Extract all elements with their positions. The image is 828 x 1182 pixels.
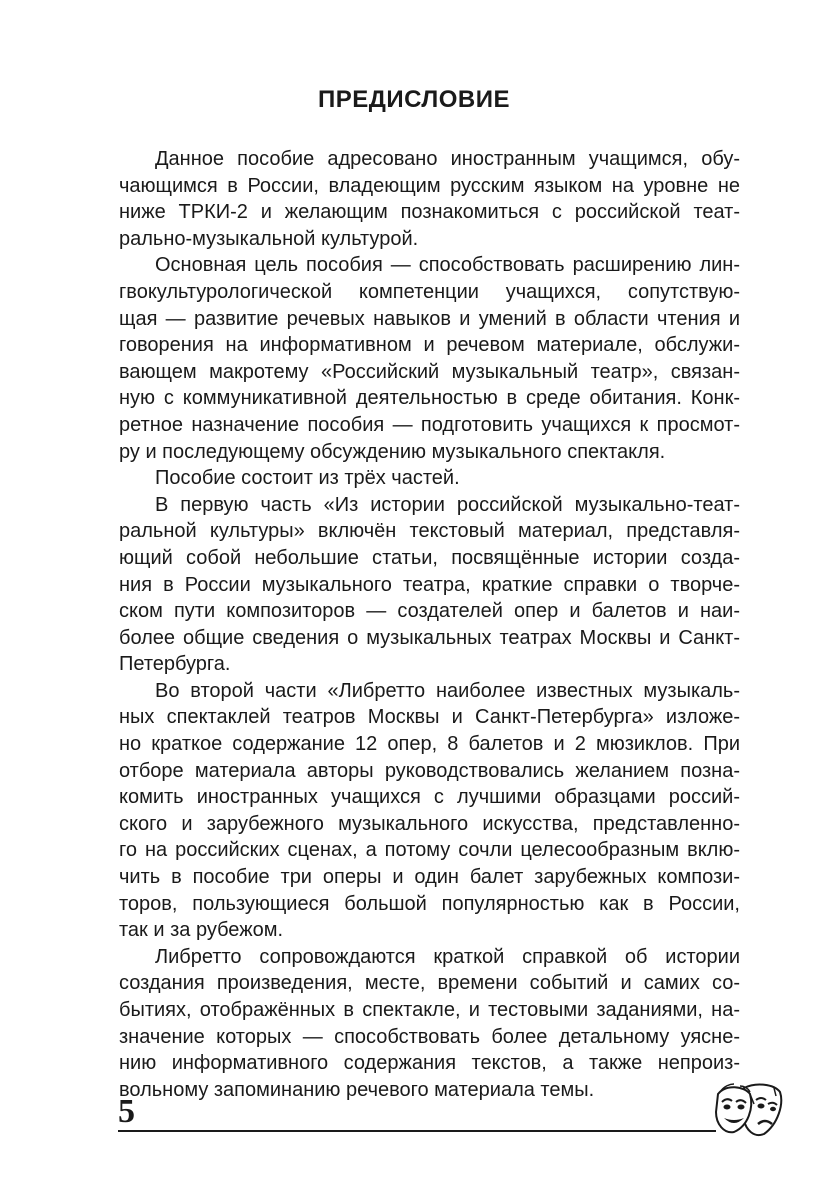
text-line: ную с коммуникативной деятельностью в среде обитания. Конк- bbox=[119, 387, 740, 410]
text-line: Во второй части «Либретто наиболее известных музыкаль- bbox=[155, 679, 740, 702]
text-line: торов, пользующиеся большой популярностью как в России, bbox=[119, 892, 740, 915]
text-line: Данное пособие адресовано иностранным учащимся, обу- bbox=[155, 148, 740, 170]
text-line: вающем макротему «Российский музыкальный театр», связан- bbox=[119, 360, 740, 383]
text-line: ретное назначение пособия — подготовить учащихся к просмот- bbox=[119, 413, 740, 436]
text-line: чить в пособие три оперы и один балет зарубежных компози- bbox=[119, 866, 740, 889]
text-line: ру и последующему обсуждению музыкального спектакля. bbox=[119, 440, 666, 463]
text-line: ния в России музыкального театра, краткие справки о творче- bbox=[119, 573, 740, 596]
text-line: комить иностранных учащихся с лучшими образцами россий- bbox=[119, 786, 740, 809]
theatre-masks-icon bbox=[714, 1080, 784, 1140]
text-line: значение которых — способствовать более детальному уясне- bbox=[119, 1025, 740, 1048]
page-title: ПРЕДИСЛОВИЕ bbox=[318, 86, 510, 113]
text-line: Петербурга. bbox=[119, 653, 231, 676]
text-line: создания произведения, месте, времени событий и самих со- bbox=[119, 972, 740, 995]
text-line: В первую часть «Из истории российской музыкально-теат- bbox=[155, 493, 740, 516]
text-line: Основная цель пособия — способствовать расширению лин- bbox=[155, 254, 740, 277]
text-line: ниже ТРКИ-2 и желающим познакомиться с российской теат- bbox=[119, 201, 740, 224]
text-line: ского и зарубежного музыкального искусства, представленно- bbox=[119, 812, 740, 835]
text-line: говорения на информативном и речевом материале, обслужи- bbox=[119, 334, 740, 357]
paragraph bbox=[119, 146, 740, 252]
text-line: ющий собой небольшие статьи, посвящённые истории созда- bbox=[119, 546, 740, 569]
text-line: гвокультурологической компетенции учащихся, сопутствую- bbox=[119, 280, 740, 303]
paragraph bbox=[119, 492, 740, 678]
body-text bbox=[119, 146, 740, 1103]
text-line: вольному запоминанию речевого материала темы. bbox=[119, 1078, 595, 1101]
text-line: Пособие состоит из трёх частей. bbox=[155, 467, 460, 490]
text-line: нию информативного содержания текстов, а также непроиз- bbox=[119, 1052, 740, 1075]
text-line: го на российских сценах, а потому сочли целесообразным вклю- bbox=[119, 839, 740, 862]
text-line: ных спектаклей театров Москвы и Санкт-Петербурга» изложе- bbox=[119, 706, 740, 729]
paragraph bbox=[119, 252, 740, 465]
text-line: более общие сведения о музыкальных театрах Москвы и Санкт- bbox=[119, 626, 740, 649]
paragraph bbox=[119, 465, 740, 492]
text-line: рально-музыкальной культурой. bbox=[119, 227, 419, 250]
text-line: щая — развитие речевых навыков и умений в области чтения и bbox=[119, 307, 740, 330]
text-line: бытиях, отображённых в спектакле, и тестовыми заданиями, на- bbox=[119, 999, 740, 1021]
text-line: ском пути композиторов — создателей опер и балетов и наи- bbox=[119, 600, 740, 623]
text-line: так и за рубежом. bbox=[119, 919, 284, 942]
text-line: но краткое содержание 12 опер, 8 балетов и 2 мюзиклов. При bbox=[119, 733, 740, 756]
paragraph bbox=[119, 944, 740, 1104]
page-number: 5 bbox=[118, 1093, 135, 1130]
text-line: ральной культуры» включён текстовый материал, представля- bbox=[119, 520, 740, 543]
text-line: отборе материала авторы руководствовались желанием позна- bbox=[119, 759, 740, 782]
text-line: чающимся в России, владеющим русским языком на уровне не bbox=[119, 174, 740, 197]
text-line: Либретто сопровождаются краткой справкой об истории bbox=[155, 945, 740, 968]
footer-rule bbox=[118, 1130, 716, 1132]
paragraph bbox=[119, 678, 740, 944]
